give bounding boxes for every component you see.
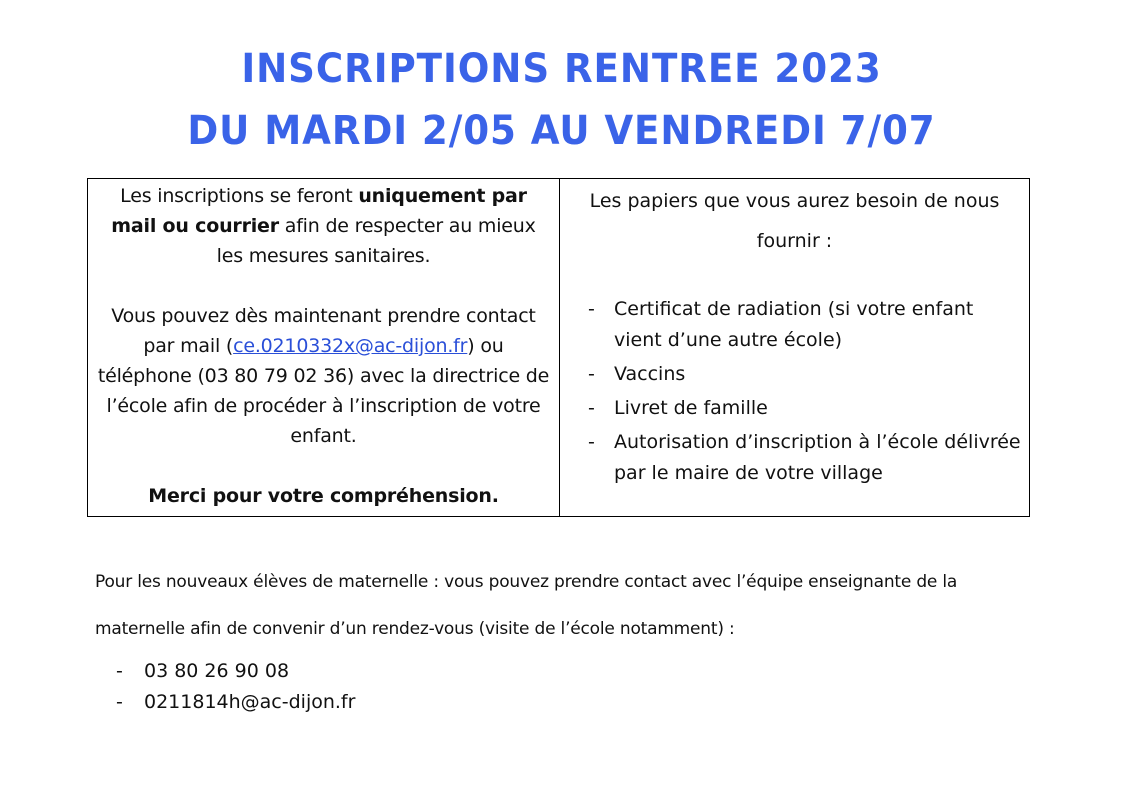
kindergarten-note-line-2: maternelle afin de convenir d’un rendez-vous (visite de l’école notamment) :: [95, 619, 735, 639]
kindergarten-contacts: [116, 656, 355, 718]
thanks-text: Merci pour votre compréhension.: [148, 485, 499, 507]
bullet-dash: -: [588, 363, 595, 385]
page-title-line-1: INSCRIPTIONS RENTREE 2023: [241, 46, 882, 92]
kindergarten-note-line-1: Pour les nouveaux élèves de maternelle : vous pouvez prendre contact avec l’équipe enseignante de la: [95, 572, 958, 592]
list-item: [116, 687, 355, 718]
kindergarten-email: 0211814h@ac-dijon.fr: [144, 691, 356, 713]
list-item: - Certificat de radiation (si votre enfant vient d’une autre école): [584, 294, 1021, 356]
bullet-dash: -: [116, 660, 123, 682]
notice-text-end: afin de respecter au mieux les mesures sanitaires.: [216, 215, 536, 267]
right-cell: [560, 179, 1029, 516]
list-item: - Autorisation d’inscription à l’école délivrée par le maire de votre village: [584, 427, 1021, 489]
info-table: [87, 178, 1030, 517]
sanitary-notice: [96, 181, 551, 271]
left-cell: [88, 179, 560, 516]
list-item: - Livret de famille: [584, 393, 1021, 424]
bullet-dash: -: [588, 298, 595, 320]
list-item: - Vaccins: [584, 359, 1021, 390]
list-item: [116, 656, 355, 687]
contact-text-start: Vous pouvez dès maintenant prendre contact par mail (: [111, 305, 536, 357]
documents-list: [584, 294, 1021, 492]
notice-emphasis: uniquement par mail ou courrier: [111, 185, 527, 237]
bullet-dash: -: [116, 691, 123, 713]
bullet-dash: -: [588, 397, 595, 419]
documents-heading: Les papiers que vous aurez besoin de nous fournir :: [589, 190, 1000, 252]
email-link[interactable]: ce.0210332x@ac-dijon.fr: [233, 335, 468, 357]
page-title-line-2: DU MARDI 2/05 AU VENDREDI 7/07: [187, 108, 936, 154]
notice-text-start: Les inscriptions se feront: [120, 185, 359, 207]
contact-text-end: ) ou téléphone (03 80 79 02 36) avec la directrice de l’école afin de procéder à l’inscription de votre enfant.: [97, 335, 550, 447]
kindergarten-phone: 03 80 26 90 08: [144, 660, 290, 682]
bullet-dash: -: [588, 431, 595, 453]
contact-instructions: [96, 301, 551, 451]
